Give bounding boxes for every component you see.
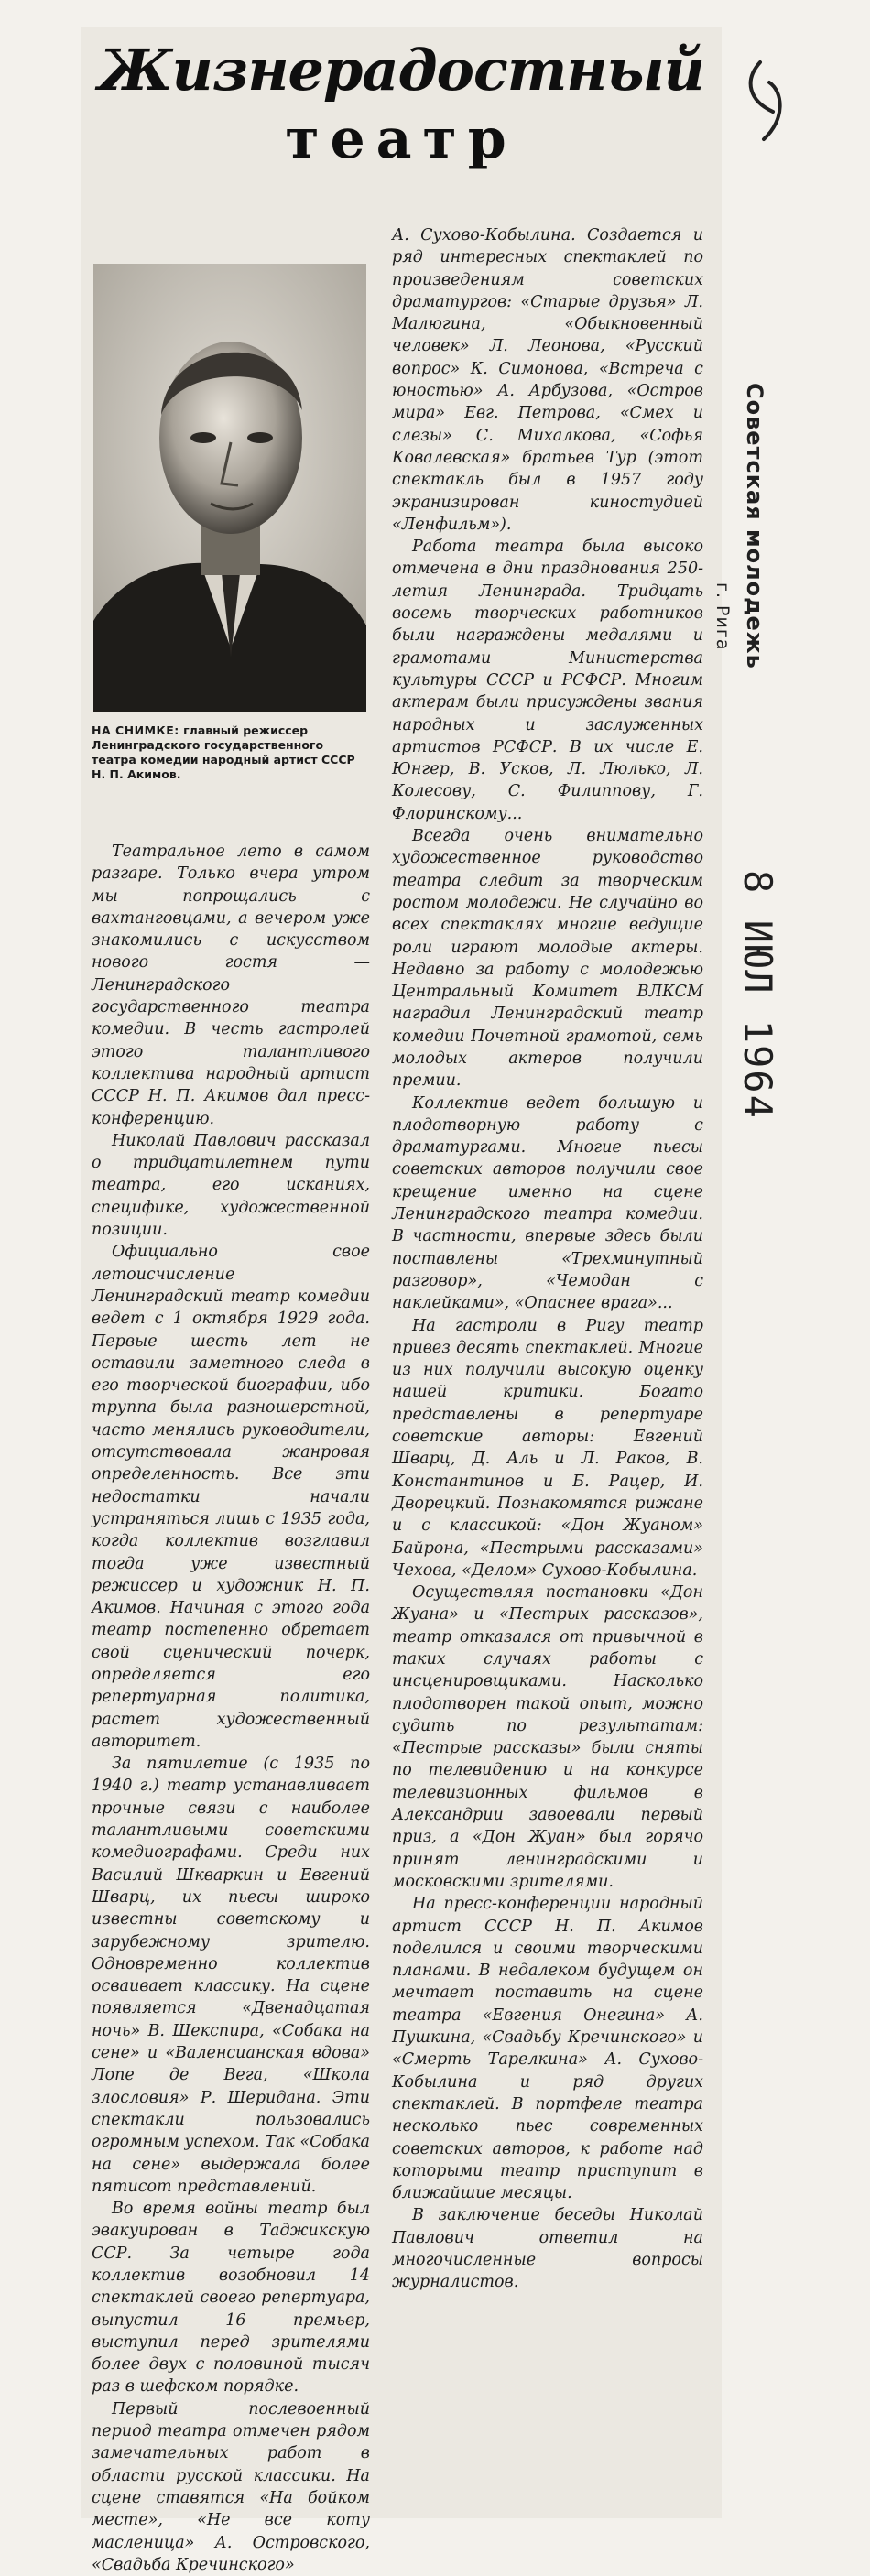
article-paragraph: Работа театра была высоко отмечена в дни празднования 250-летия Ленинграда. Тридцать восемь творческих работников были награждены медалями и грамотами Министерства культуры СССР и РСФСР. Многим актерам были присуждены звания народных и заслуженных артистов РСФСР. В их числе Е. Юнгер, В. Усков, Л. Люлько, Л. Колесову, С. Филиппову, Г. Флоринскому... xyxy=(392,538,703,823)
article-paragraph: Осуществляя постановки «Дон Жуана» и «Пестрых рассказов», театр отказался от привычной в таких случаях работы с инсценировщиками. Насколько плодотворен такой опыт, можно судить по результатам: «Пестрые рассказы» были сняты по телевидению и на конкурсе телевизионных фильмов в Александрии завоевали первый приз, а «Дон Жуан» был горячо принят ленинградскими и московскими зрителями. xyxy=(392,1583,703,1891)
article-column-right xyxy=(392,224,703,2294)
article-paragraph: Николай Павлович рассказал о тридцатилетнем пути театра, его исканиях, специфике, художественной позиции. xyxy=(92,1131,370,1240)
article-paragraph: Во время войны театр был эвакуирован в Таджикскую ССР. За четыре года коллектив возобновил 14 спектаклей своего репертуара, выпустил 16 премьер, выступил перед зрителями более двух с половиной тысяч раз в шефском порядке. xyxy=(92,2200,370,2397)
date-stamp: 8 ИЮЛ 1964 xyxy=(735,870,780,1120)
article-paragraph: Театральное лето в самом разгаре. Только вчера утром мы попрощались с вахтанговцами, а вечером уже знакомились с искусством нового гостя — Ленинградского государственного театра комедии. В честь гастролей этого талантливого коллектива народный артист СССР Н. П. Акимов дал пресс-конференцию. xyxy=(92,842,370,1128)
publication-name: Советская молодежь xyxy=(742,383,767,669)
article-paragraph: Первый послевоенный период театра отмечен рядом замечательных работ в области русской классики. На сцене ставятся «На бойком месте», «Не все коту масленица» А. Островского, «Свадьба Кречинского» xyxy=(92,2399,370,2574)
publication-city: г. Рига xyxy=(712,582,733,651)
handwritten-mark xyxy=(733,55,806,147)
article-paragraph: В заключение беседы Николай Павлович ответил на многочисленные вопросы журналистов. xyxy=(392,2206,703,2292)
article-paragraph: На гастроли в Ригу театр привез десять спектаклей. Многие из них получили высокую оценку нашей критики. Богато представлены в репертуаре советские авторы: Евгений Шварц, Д. Аль и Л. Раков, В. Константинов и Б. Рацер, И. Дворецкий. Познакомятся рижане и с классикой: «Дон Жуаном» Байрона, «Пестрыми рассказами» Чехова, «Делом» Сухово-Кобылина. xyxy=(392,1316,703,1580)
article-paragraph: Официально свое летоисчисление Ленинградский театр комедии ведет с 1 октября 1929 года. Первые шесть лет не оставили заметного следа в его творческой биографии, ибо труппа была разношерстной, часто менялись руководители, отсутствовала жанровая определенность. Все эти недостатки начали устраняться лишь с 1935 года, когда коллектив возглавил тогда уже известный режиссер и художник Н. П. Акимов. Начиная с этого года театр постепенно обретает свой сценический почерк, определяется его репертуарная политика, растет художественный авторитет. xyxy=(92,1243,370,1751)
article-paragraph: А. Сухово-Кобылина. Создается и ряд интересных спектаклей по произведениям советских драматургов: «Старые друзья» Л. Малюгина, «Обыкновенный человек» Л. Леонова, «Русский вопрос» К. Симонова, «Встреча с юностью» А. Арбузова, «Остров мира» Евг. Петрова, «Смех и слезы» С. Михалкова, «Софья Ковалевская» братьев Тур (этот спектакль был в 1957 году экранизирован киностудией «Ленфильм»). xyxy=(392,226,703,534)
article-paragraph: За пятилетие (с 1935 по 1940 г.) театр устанавливает прочные связи с наиболее талантливыми советскими комедиографами. Среди них Василий Шкваркин и Евгений Шварц, их пьесы широко известны советскому и зарубежному зрителю. Одновременно коллектив осваивает классику. На сцене появляется «Двенадцатая ночь» В. Шекспира, «Собака на сене» и «Валенсианская вдова» Лопе де Вега, «Школа злословия» Р. Шеридана. Эти спектакли пользовались огромным успехом. Так «Собака на сене» выдержала более пятисот представлений. xyxy=(92,1755,370,2196)
article-paragraph: На пресс-конференции народный артист СССР Н. П. Акимов поделился и своими творческими планами. В недалеком будущем он мечтает поставить на сцене театра «Евгения Онегина» А. Пушкина, «Свадьбу Кречинского» и «Смерть Тарелкина» А. Сухово-Кобылина и ряд других спектаклей. В портфеле театра несколько пьес современных советских авторов, к работе над которыми театр приступит в ближайшие месяцы. xyxy=(392,1895,703,2203)
portrait-image xyxy=(93,264,366,712)
caption-lead: НА СНИМКЕ: xyxy=(92,723,179,737)
caption-text: главный режиссер Ленинградского государственного театра комедии народный артист СССР Н. П. Акимов. xyxy=(92,723,355,781)
article-paragraph: Всегда очень внимательно художественное руководство театра следит за творческим ростом молодежи. Не случайно во всех спектаклях многие ведущие роли играют молодые актеры. Недавно за работу с молодежью Центральный Комитет ВЛКСМ наградил Ленинградский театр комедии Почетной грамотой, семь молодых актеров получили премии. xyxy=(392,827,703,1091)
article-column-left xyxy=(92,841,370,2576)
headline-line-2: театр xyxy=(285,107,517,171)
portrait-photo xyxy=(93,264,366,712)
photo-caption xyxy=(92,723,372,782)
headline xyxy=(81,35,722,172)
headline-line-1: Жизнерадостный xyxy=(98,37,704,103)
article-paragraph: Коллектив ведет большую и плодотворную работу с драматургами. Многие пьесы советских авторов получили свое крещение именно на сцене Ленинградского театра комедии. В частности, впервые здесь были поставлены «Трехминутный разговор», «Чемодан с наклейками», «Опаснее врага»... xyxy=(392,1093,703,1313)
